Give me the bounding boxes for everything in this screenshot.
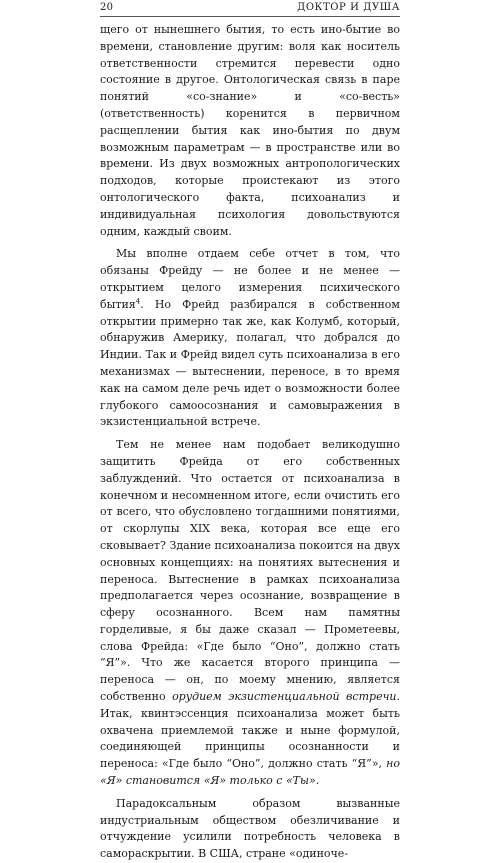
paragraph-3-emphasis-2: но «Я» становится «Я» только с «Ты» bbox=[100, 757, 400, 788]
paragraph-2-text-a: Мы вполне отдаем себе отчет в том, что обязаны Фрейду — не более и не менее — открытием целого измерения психического бытия bbox=[100, 247, 400, 311]
paragraph-4: Парадоксальным образом вызванные индустриальным обществом обезличивание и отчуждение усилили потребность человека в самораскрытии. В США, стране «одиноче- bbox=[100, 796, 400, 861]
paragraph-3-text-a: Тем не менее нам подобает великодушно защитить Фрейда от его собственных заблуждений. Что остается от психоанализа в конечном и несомненном итоге, если очистить его от всего, что обусловлено тогдашними понятиями, от скорлупы XIX века, которая все еще его сковывает? Здание психоанализа покоится на двух основных концепциях: на понятиях вытеснения и переноса. Вытеснение в рамках психоанализа предполагается через осознание, возвращение в сферу осознанного. Всем нам памятны горделивые, я бы даже сказал — Прометеевы, слова Фрейда: «Где было “Оно”, должно стать “Я”». Что же касается второго принципа — переноса — он, по моему мнению, является собственно bbox=[100, 438, 400, 704]
running-title: ДОКТОР И ДУША bbox=[297, 2, 400, 13]
paragraph-3 bbox=[100, 437, 400, 790]
paragraph-3-emphasis-1: орудием экзистенциальной встречи bbox=[172, 690, 397, 704]
paragraph-3-text-c: . bbox=[315, 774, 320, 788]
page-body bbox=[100, 22, 400, 863]
footnote-marker: 4 bbox=[135, 297, 141, 306]
paragraph-2 bbox=[100, 246, 400, 431]
page-number: 20 bbox=[100, 2, 114, 13]
paragraph-3-text-b: . Итак, квинтэссенция психоанализа может быть охвачена приемлемой также и ныне формулой, соединяющей принципы осознанности и переноса: «Где было “Оно”, должно стать “Я”», bbox=[100, 690, 401, 771]
paragraph-1: щего от нынешнего бытия, то есть ино-бытие во времени, становление другим: воля как носитель ответственности стремится перевести одно состояние в другое. Онтологическая связь в паре понятий «со-знание» и «со-весть» (ответственность) коренится в первичном расщеплении бытия как ино-бытия по двум возможным параметрам — в пространстве или во времени. Из двух возможных антропологических подходов, которые проистекают из этого онтологического факта, психоанализ и индивидуальная психология довольствуются одним, каждый своим. bbox=[100, 23, 400, 238]
page-header bbox=[100, 2, 400, 17]
paragraph-2-text-b: . Но Фрейд разбирался в собственном открытии примерно так же, как Колумб, который, обнаружив Америку, полагал, что добрался до Индии. Так и Фрейд видел суть психоанализа в его механизмах — вытеснении, переносе, в то время как на самом деле речь идет о возможности более глубокого самоосознания и самовыражения в экзистенциальной встрече. bbox=[100, 297, 400, 429]
